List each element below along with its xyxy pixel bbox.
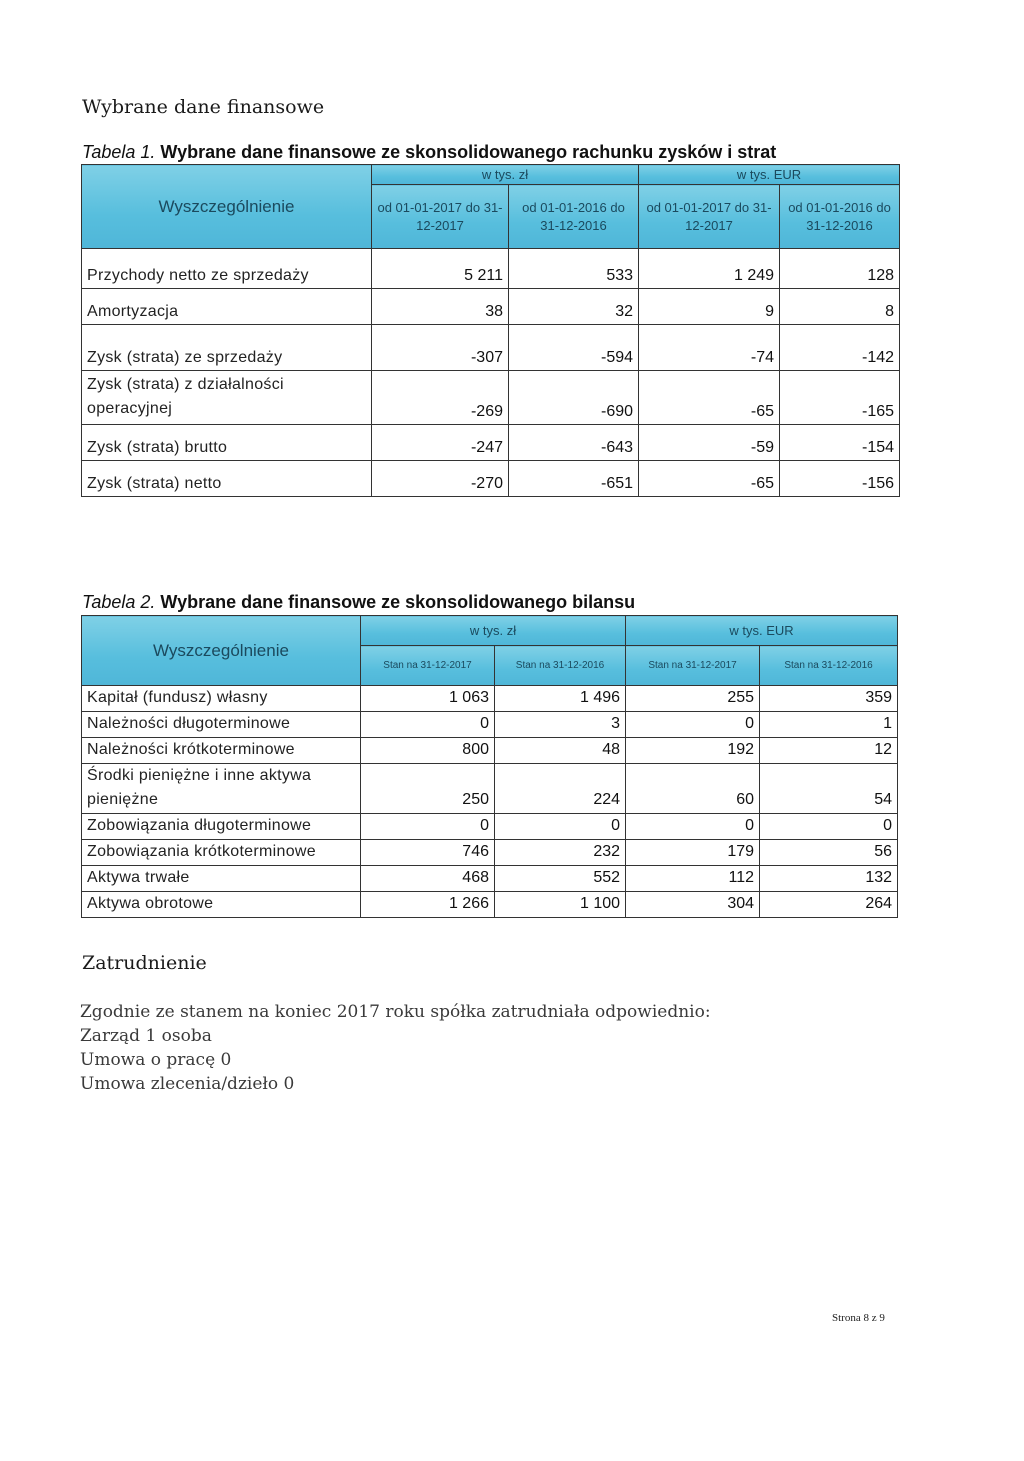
row-label: Zysk (strata) z działalności operacyjnej: [82, 371, 372, 425]
table-row: [82, 814, 898, 840]
table-row: [82, 686, 898, 712]
table1-label-header: Wyszczególnienie: [82, 165, 372, 249]
table2-group-eur: w tys. EUR: [626, 616, 898, 646]
cell-value: 132: [760, 866, 898, 892]
row-label: Aktywa obrotowe: [82, 892, 361, 918]
cell-value: -594: [509, 325, 639, 371]
row-label: Zysk (strata) netto: [82, 461, 372, 497]
table2-period-header: Stan na 31-12-2016: [495, 646, 626, 686]
cell-value: 9: [639, 289, 780, 325]
row-label: Przychody netto ze sprzedaży: [82, 249, 372, 289]
table2-period-header: Stan na 31-12-2016: [760, 646, 898, 686]
cell-value: 533: [509, 249, 639, 289]
cell-value: 0: [626, 814, 760, 840]
cell-value: 255: [626, 686, 760, 712]
table-row: [82, 738, 898, 764]
table2-caption-text: Wybrane dane finansowe ze skonsolidowanego bilansu: [160, 592, 636, 612]
page-number: Strona 8 z 9: [832, 1312, 885, 1324]
section-title-financial: Wybrane dane finansowe: [82, 96, 325, 118]
cell-value: 192: [626, 738, 760, 764]
cell-value: 12: [760, 738, 898, 764]
table-row: [82, 712, 898, 738]
cell-value: 800: [361, 738, 495, 764]
cell-value: 250: [361, 764, 495, 814]
table1-period-header: od 01-01-2016 do 31-12-2016: [509, 185, 639, 249]
employment-line: Umowa o pracę 0: [80, 1050, 232, 1070]
cell-value: -651: [509, 461, 639, 497]
cell-value: -690: [509, 371, 639, 425]
cell-value: 0: [760, 814, 898, 840]
cell-value: 0: [361, 814, 495, 840]
section-title-employment: Zatrudnienie: [82, 952, 207, 974]
row-label: Należności krótkoterminowe: [82, 738, 361, 764]
row-label: Zobowiązania krótkoterminowe: [82, 840, 361, 866]
cell-value: -59: [639, 425, 780, 461]
table1-period-header: od 01-01-2016 do 31-12-2016: [780, 185, 900, 249]
cell-value: -142: [780, 325, 900, 371]
cell-value: 1 100: [495, 892, 626, 918]
cell-value: 359: [760, 686, 898, 712]
table1-group-eur: w tys. EUR: [639, 165, 900, 185]
cell-value: 552: [495, 866, 626, 892]
cell-value: 128: [780, 249, 900, 289]
employment-intro: Zgodnie ze stanem na koniec 2017 roku spółka zatrudniała odpowiednio:: [80, 1002, 711, 1022]
cell-value: 179: [626, 840, 760, 866]
cell-value: 1 063: [361, 686, 495, 712]
cell-value: 112: [626, 866, 760, 892]
cell-value: 32: [509, 289, 639, 325]
income-statement-table: [81, 164, 900, 497]
cell-value: 304: [626, 892, 760, 918]
table2-caption-lead: Tabela 2.: [82, 592, 156, 612]
row-label: Kapitał (fundusz) własny: [82, 686, 361, 712]
employment-line: Umowa zlecenia/dzieło 0: [80, 1074, 295, 1094]
table-row: [82, 371, 900, 425]
cell-value: 264: [760, 892, 898, 918]
cell-value: -270: [372, 461, 509, 497]
table2-group-pln: w tys. zł: [361, 616, 626, 646]
cell-value: -156: [780, 461, 900, 497]
table1-caption-lead: Tabela 1.: [82, 142, 156, 162]
table-row: [82, 425, 900, 461]
table2-period-header: Stan na 31-12-2017: [361, 646, 495, 686]
cell-value: 60: [626, 764, 760, 814]
table1-group-pln: w tys. zł: [372, 165, 639, 185]
cell-value: 5 211: [372, 249, 509, 289]
cell-value: -65: [639, 461, 780, 497]
cell-value: 746: [361, 840, 495, 866]
cell-value: 8: [780, 289, 900, 325]
table1-caption: [82, 142, 776, 163]
table-row: [82, 461, 900, 497]
cell-value: -65: [639, 371, 780, 425]
cell-value: 0: [626, 712, 760, 738]
table-row: [82, 289, 900, 325]
row-label: Aktywa trwałe: [82, 866, 361, 892]
cell-value: -74: [639, 325, 780, 371]
employment-paragraph: [80, 1000, 711, 1096]
table-row: [82, 840, 898, 866]
cell-value: 3: [495, 712, 626, 738]
cell-value: 1 496: [495, 686, 626, 712]
cell-value: 0: [361, 712, 495, 738]
cell-value: -643: [509, 425, 639, 461]
row-label: Należności długoterminowe: [82, 712, 361, 738]
table-row: [82, 866, 898, 892]
table-row: [82, 892, 898, 918]
balance-sheet-table: [81, 615, 898, 918]
cell-value: -165: [780, 371, 900, 425]
cell-value: 1: [760, 712, 898, 738]
cell-value: 232: [495, 840, 626, 866]
cell-value: 468: [361, 866, 495, 892]
cell-value: -269: [372, 371, 509, 425]
table-row: [82, 325, 900, 371]
row-label: Zobowiązania długoterminowe: [82, 814, 361, 840]
table-row: [82, 764, 898, 814]
cell-value: 0: [495, 814, 626, 840]
cell-value: -307: [372, 325, 509, 371]
table2-period-header: Stan na 31-12-2017: [626, 646, 760, 686]
table1-caption-text: Wybrane dane finansowe ze skonsolidowanego rachunku zysków i strat: [160, 142, 777, 162]
cell-value: 54: [760, 764, 898, 814]
row-label: Zysk (strata) brutto: [82, 425, 372, 461]
cell-value: -154: [780, 425, 900, 461]
cell-value: 224: [495, 764, 626, 814]
cell-value: 38: [372, 289, 509, 325]
cell-value: 48: [495, 738, 626, 764]
table-row: [82, 249, 900, 289]
row-label: Środki pieniężne i inne aktywa pieniężne: [82, 764, 361, 814]
row-label: Amortyzacja: [82, 289, 372, 325]
cell-value: 1 266: [361, 892, 495, 918]
table1-period-header: od 01-01-2017 do 31-12-2017: [639, 185, 780, 249]
employment-line: Zarząd 1 osoba: [80, 1026, 212, 1046]
cell-value: -247: [372, 425, 509, 461]
table2-label-header: Wyszczególnienie: [82, 616, 361, 686]
table2-caption: [82, 592, 635, 613]
row-label: Zysk (strata) ze sprzedaży: [82, 325, 372, 371]
cell-value: 1 249: [639, 249, 780, 289]
cell-value: 56: [760, 840, 898, 866]
table1-period-header: od 01-01-2017 do 31-12-2017: [372, 185, 509, 249]
